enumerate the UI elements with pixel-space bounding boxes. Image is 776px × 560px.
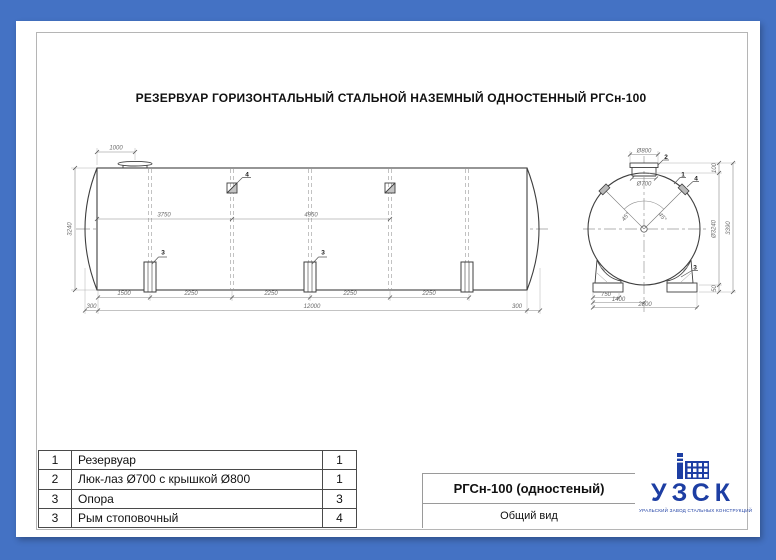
angle-right: 45° bbox=[656, 211, 667, 223]
dim-manhole-offset: 1000 bbox=[109, 145, 123, 152]
part-pos: 2 bbox=[39, 470, 72, 489]
callout-support-side: 3 bbox=[693, 264, 697, 272]
factory-icon bbox=[671, 452, 711, 480]
uzsk-logo bbox=[639, 452, 753, 513]
title-block bbox=[422, 473, 753, 528]
dim-cover: Ø800 bbox=[636, 148, 652, 155]
callout-vent-side: 4 bbox=[694, 175, 698, 183]
part-qty: 3 bbox=[323, 489, 357, 508]
dim-base-width-1: 750 bbox=[600, 292, 612, 298]
dim-base-width-3: 2800 bbox=[638, 302, 652, 308]
dim-top-offset: 100 bbox=[712, 162, 718, 174]
parts-table bbox=[38, 450, 357, 528]
part-name: Резервуар bbox=[72, 451, 323, 470]
callout-shell: 1 bbox=[681, 171, 685, 179]
part-pos: 1 bbox=[39, 451, 72, 470]
part-qty: 1 bbox=[323, 470, 357, 489]
dim-seg-2: 2250 bbox=[184, 291, 198, 297]
dim-diameter-side: Ø3240 bbox=[711, 219, 718, 239]
side-view-tank-end bbox=[575, 140, 747, 325]
main-view-tank-side bbox=[62, 138, 562, 333]
dim-length: 12000 bbox=[303, 304, 321, 310]
dim-base-width-2: 1400 bbox=[611, 297, 626, 303]
part-pos: 3 bbox=[39, 508, 72, 527]
dim-end-right: 300 bbox=[511, 304, 523, 310]
model-designation: РГСн-100 (одностеный) bbox=[423, 473, 635, 503]
dim-neck: Ø700 bbox=[636, 181, 652, 188]
dim-diameter: 3240 bbox=[67, 222, 74, 236]
part-name: Люк-лаз Ø700 с крышкой Ø800 bbox=[72, 470, 323, 489]
angle-left: 45° bbox=[621, 211, 632, 223]
part-name: Рым стоповочный bbox=[72, 508, 323, 527]
view-name: Общий вид bbox=[423, 503, 635, 529]
dim-end-left: 300 bbox=[86, 304, 97, 310]
callout-support-b: 3 bbox=[321, 249, 325, 257]
drawing-title: РЕЗЕРВУАР ГОРИЗОНТАЛЬНЫЙ СТАЛЬНОЙ НАЗЕМНЫЙ ОДНОСТЕННЫЙ РГСн-100 bbox=[135, 91, 647, 105]
logo-tagline: УРАЛЬСКИЙ ЗАВОД СТАЛЬНЫХ КОНСТРУКЦИЙ bbox=[639, 508, 753, 513]
callout-vent: 4 bbox=[245, 171, 249, 179]
table-row bbox=[39, 451, 357, 470]
part-qty: 1 bbox=[323, 451, 357, 470]
base-plate-left bbox=[593, 283, 623, 292]
manhole-top bbox=[118, 161, 152, 168]
dim-total-height: 3390 bbox=[726, 221, 732, 235]
dim-seg-1: 1500 bbox=[117, 291, 131, 297]
table-row bbox=[39, 470, 357, 489]
logo-acronym: УЗСК bbox=[651, 479, 735, 507]
callout-support-a: 3 bbox=[161, 249, 165, 257]
drawing-sheet bbox=[16, 21, 760, 537]
dim-base-height: 50 bbox=[712, 285, 718, 292]
dim-seg-5: 2250 bbox=[422, 291, 436, 297]
base-plate-right bbox=[667, 283, 697, 292]
dim-seg-3: 2250 bbox=[264, 291, 278, 297]
dim-span-left: 3750 bbox=[157, 212, 171, 219]
table-row bbox=[39, 508, 357, 527]
table-row bbox=[39, 489, 357, 508]
dim-span-right: 4950 bbox=[304, 212, 318, 219]
part-name: Опора bbox=[72, 489, 323, 508]
part-pos: 3 bbox=[39, 489, 72, 508]
callout-cover: 2 bbox=[664, 154, 668, 161]
part-qty: 4 bbox=[323, 508, 357, 527]
dim-seg-4: 2250 bbox=[343, 291, 357, 297]
